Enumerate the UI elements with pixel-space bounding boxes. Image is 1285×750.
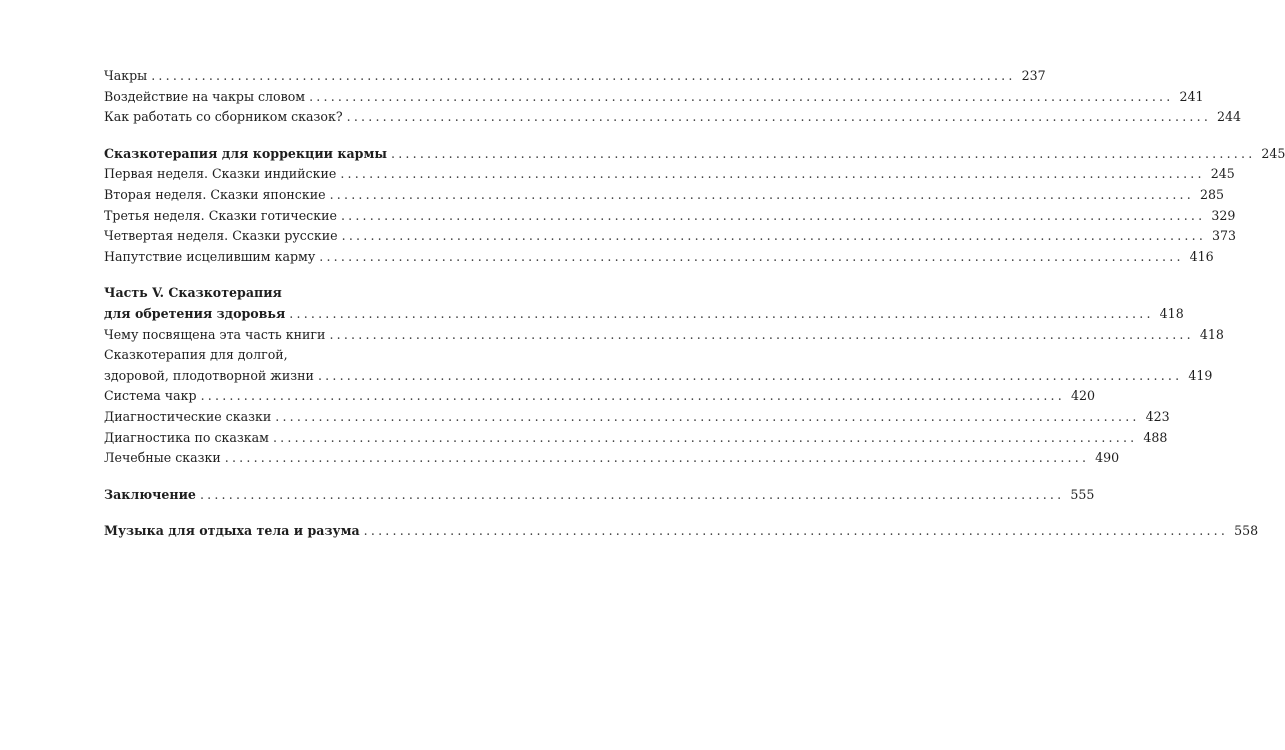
dot-leader: ........................................................................................................................ — [340, 166, 1205, 182]
toc-section — [104, 144, 1285, 268]
toc-entry-title: Напутствие исцелившим карму — [104, 248, 316, 264]
toc-section — [104, 66, 1242, 128]
toc-entry-page: 245 — [1261, 145, 1285, 161]
toc-entry-title: Диагностические сказки — [104, 408, 272, 424]
toc-entry-title: Чему посвящена эта часть книги — [104, 326, 326, 342]
toc-entry-title: Четвертая неделя. Сказки русские — [104, 228, 338, 244]
toc-entry-page: 423 — [1145, 408, 1170, 424]
toc-entry-page: 285 — [1199, 186, 1225, 202]
toc-entry[interactable] — [104, 325, 1224, 346]
toc-section — [104, 283, 1224, 468]
toc-entry[interactable] — [104, 66, 1046, 87]
toc-entry-page: 488 — [1143, 429, 1168, 445]
toc-entry-page: 245 — [1210, 166, 1235, 182]
dot-leader: ........................................................................................................................ — [199, 486, 1065, 502]
toc-entry[interactable] — [104, 428, 1168, 449]
dot-leader: ........................................................................................................................ — [363, 523, 1229, 539]
table-of-contents — [104, 66, 1285, 558]
dot-leader: ........................................................................................................................ — [275, 408, 1140, 424]
toc-entry-title: Система чакр — [104, 388, 197, 404]
toc-entry-page: 241 — [1179, 88, 1204, 104]
dot-leader: ........................................................................................................................ — [391, 145, 1256, 161]
toc-entry-title: Третья неделя. Сказки готические — [104, 207, 337, 223]
dot-leader: ........................................................................................................................ — [346, 109, 1212, 125]
toc-entry-page: 329 — [1211, 207, 1236, 223]
toc-entry-page: 490 — [1095, 450, 1120, 466]
toc-entry-page: 373 — [1212, 228, 1237, 244]
toc-entry[interactable] — [104, 247, 1214, 268]
toc-entry[interactable] — [104, 87, 1204, 108]
toc-entry-page: 555 — [1070, 486, 1095, 502]
toc-entry[interactable] — [104, 206, 1236, 227]
toc-entry-title: Заключение — [104, 486, 196, 502]
toc-chapter-entry[interactable] — [104, 144, 1285, 165]
toc-section — [104, 521, 1259, 542]
toc-entry-page: 418 — [1159, 305, 1184, 321]
toc-part-heading-line[interactable]: Часть V. Сказкотерапия — [104, 285, 282, 301]
toc-entry-title: Музыка для отдыха тела и разума — [104, 523, 360, 539]
toc-entry[interactable] — [104, 185, 1225, 206]
dot-leader: ........................................................................................................................ — [341, 228, 1207, 244]
toc-entry-title: Лечебные сказки — [104, 450, 221, 466]
toc-entry[interactable] — [104, 366, 1213, 387]
toc-entry-title: здоровой, плодотворной жизни — [104, 367, 314, 383]
toc-entry[interactable] — [104, 107, 1242, 128]
toc-entry[interactable] — [104, 164, 1235, 185]
toc-entry-title: Первая неделя. Сказки индийские — [104, 166, 337, 182]
dot-leader: ........................................................................................................................ — [317, 367, 1183, 383]
toc-chapter-entry[interactable] — [104, 485, 1095, 506]
dot-leader: ........................................................................................................................ — [224, 450, 1090, 466]
toc-entry-page: 244 — [1217, 109, 1242, 125]
toc-entry-page: 237 — [1021, 68, 1046, 83]
toc-entry-title: Диагностика по сказкам — [104, 429, 269, 445]
toc-entry-page: 416 — [1189, 248, 1214, 264]
toc-entry-title: Сказкотерапия для коррекции кармы — [104, 145, 388, 161]
dot-leader: ........................................................................................................................ — [319, 248, 1184, 264]
toc-entry-title: Как работать со сборником сказок? — [104, 109, 343, 125]
dot-leader: ........................................................................................................................ — [329, 186, 1194, 202]
toc-entry-page: 418 — [1199, 326, 1224, 342]
toc-chapter-entry[interactable] — [104, 521, 1259, 542]
toc-entry-title: для обретения здоровья — [104, 305, 286, 321]
dot-leader: ........................................................................................................................ — [329, 326, 1194, 342]
dot-leader: ........................................................................................................................ — [272, 429, 1138, 445]
toc-entry[interactable] — [104, 407, 1170, 428]
dot-leader: ........................................................................................................................ — [289, 305, 1154, 321]
toc-entry-title: Воздействие на чакры словом — [104, 88, 306, 104]
toc-entry-page: 419 — [1188, 367, 1213, 383]
toc-entry-first-line[interactable]: Сказкотерапия для долгой, — [104, 347, 288, 363]
dot-leader: ........................................................................................................................ — [309, 88, 1174, 104]
toc-entry-title: Чакры — [104, 68, 148, 83]
dot-leader: ........................................................................................................................ — [200, 388, 1065, 404]
toc-entry-page: 558 — [1234, 523, 1259, 539]
toc-entry[interactable] — [104, 226, 1237, 247]
toc-section — [104, 485, 1095, 506]
toc-entry[interactable] — [104, 448, 1120, 469]
toc-entry[interactable] — [104, 386, 1096, 407]
dot-leader: ........................................................................................................................ — [340, 207, 1206, 223]
toc-entry-title: Вторая неделя. Сказки японские — [104, 186, 326, 202]
dot-leader: ........................................................................................................................ — [151, 68, 1016, 83]
toc-entry-page: 420 — [1070, 388, 1096, 404]
toc-part-entry[interactable] — [104, 304, 1184, 325]
